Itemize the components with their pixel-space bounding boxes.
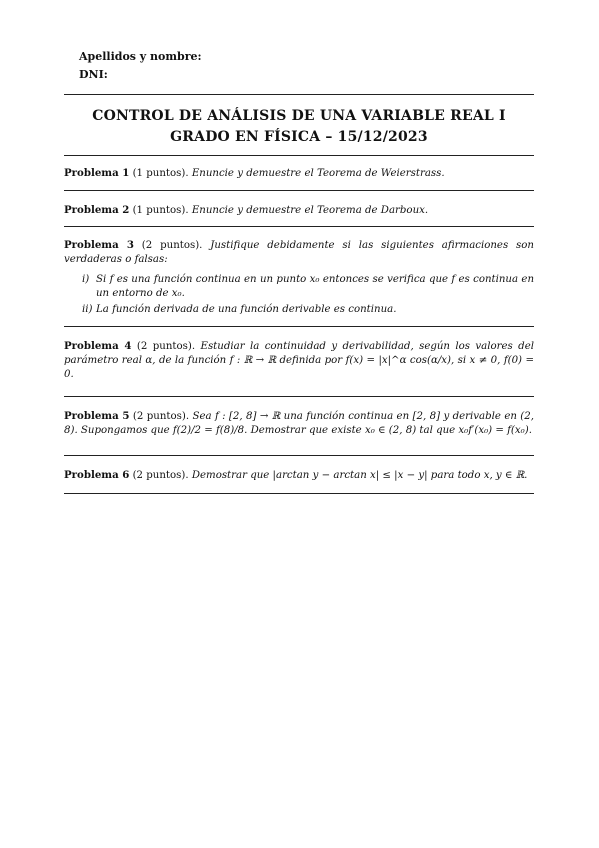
- problem-4: [64, 339, 534, 382]
- rule-3: [64, 326, 534, 327]
- problem-name: Problema 3: [64, 239, 134, 251]
- problem-5: [64, 409, 534, 438]
- title-line-2: GRADO EN FÍSICA – 15/12/2023: [170, 129, 428, 145]
- title-line-1: CONTROL DE ANÁLISIS DE UNA VARIABLE REAL I: [92, 108, 506, 124]
- exam-title: [64, 106, 534, 148]
- student-info: [79, 48, 202, 84]
- problem-text: Estudiar la continuidad y derivabilidad, según los valores del parámetro real α, de la función f : ℝ → ℝ definida por f(x) = |x|^α cos(α/x), si x ≠ 0, f(0) = 0.: [64, 341, 534, 380]
- rule-6: [64, 493, 534, 494]
- problem-name: Problema 2: [64, 204, 130, 216]
- rule-top: [64, 94, 534, 95]
- rule-5: [64, 455, 534, 456]
- problem-text: Enuncie y demuestre el Teorema de Darboux.: [191, 205, 429, 216]
- problem-points: (1 puntos).: [132, 168, 189, 179]
- rule-4: [64, 396, 534, 397]
- name-label: Apellidos y nombre:: [79, 50, 202, 63]
- item-text: Si f es una función continua en un punto x₀ entonces se verifica que f es continua en un entorno de x₀.: [96, 274, 534, 299]
- item-label: ii): [82, 304, 93, 315]
- rule-1: [64, 190, 534, 191]
- statement-list: [82, 273, 534, 317]
- problem-points: (2 puntos).: [136, 341, 196, 352]
- problem-name: Problema 5: [64, 410, 130, 422]
- list-item: [82, 303, 534, 317]
- list-item: [82, 273, 534, 301]
- problem-3: [64, 238, 534, 319]
- rule-after-title: [64, 155, 534, 156]
- problem-points: (2 puntos).: [132, 470, 189, 481]
- item-label: i): [82, 274, 90, 285]
- problem-name: Problema 1: [64, 167, 130, 179]
- problem-6: [64, 468, 534, 483]
- problem-1: [64, 166, 534, 181]
- problem-text: Sea f : [2, 8] → ℝ una función continua en [2, 8] y derivable en (2, 8). Supongamos que f(2)/2 = f(8)/8. Demostrar que existe x₀ ∈ (2, 8) tal que x₀f′(x₀) = f(x₀).: [64, 411, 534, 436]
- problem-points: (1 puntos).: [132, 205, 189, 216]
- problem-points: (2 puntos).: [132, 411, 190, 422]
- rule-2: [64, 226, 534, 227]
- problem-2: [64, 203, 534, 218]
- problem-name: Problema 4: [64, 340, 132, 352]
- problem-text: Demostrar que |arctan y − arctan x| ≤ |x − y| para todo x, y ∈ ℝ.: [191, 470, 528, 481]
- dni-label: DNI:: [79, 68, 108, 81]
- item-text: La función derivada de una función derivable es continua.: [96, 304, 397, 315]
- problem-text: Justifique debidamente si las siguientes afirmaciones son verdaderas o falsas:: [64, 240, 534, 265]
- problem-text: Enuncie y demuestre el Teorema de Weierstrass.: [191, 168, 445, 179]
- problem-name: Problema 6: [64, 469, 130, 481]
- problem-points: (2 puntos).: [141, 240, 203, 251]
